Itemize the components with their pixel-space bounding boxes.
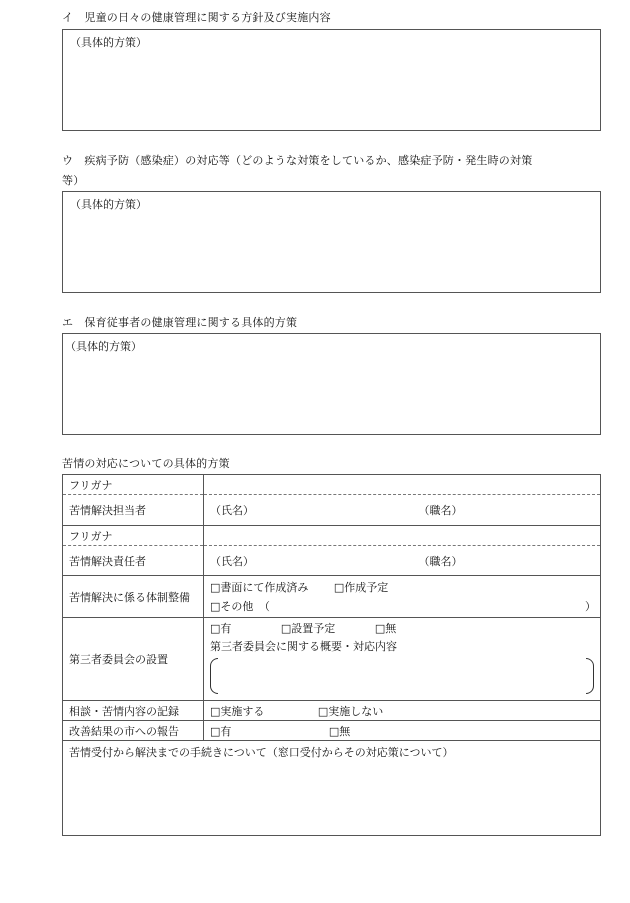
furigana-label-1: フリガナ xyxy=(63,475,204,495)
procedure-label: 苦情受付から解決までの手続きについて（窓口受付からその対応策について） xyxy=(69,746,454,759)
furigana-field-1[interactable] xyxy=(204,475,601,495)
procedure-field[interactable] xyxy=(63,741,601,836)
furigana-row-1 xyxy=(63,475,601,495)
section-i-heading: イ 児童の日々の健康管理に関する方針及び実施内容 xyxy=(62,11,331,24)
handler-row xyxy=(63,495,601,526)
handler-field[interactable] xyxy=(204,495,601,526)
complaint-title: 苦情の対応についての具体的方策 xyxy=(62,457,230,470)
record-label: 相談・苦情内容の記録 xyxy=(63,701,204,721)
section-e-textbox[interactable] xyxy=(62,333,601,435)
system-opt-created[interactable]: □書面にて作成済み xyxy=(210,580,309,594)
responsible-post-label: （職名） xyxy=(418,554,463,568)
furigana-row-2 xyxy=(63,526,601,546)
left-paren-bracket xyxy=(210,658,218,694)
third-party-row xyxy=(63,618,601,701)
record-opt-no[interactable]: □実施しない xyxy=(317,704,384,718)
third-party-label: 第三者委員会の設置 xyxy=(63,618,204,701)
section-i-box-label: （具体的方策） xyxy=(70,36,147,49)
responsible-row xyxy=(63,546,601,576)
system-opt-planned[interactable]: □作成予定 xyxy=(333,580,389,594)
section-i-textbox[interactable] xyxy=(62,29,601,131)
record-row xyxy=(63,701,601,721)
third-party-summary-field[interactable] xyxy=(210,658,594,696)
record-options xyxy=(204,701,601,721)
section-u-heading-line1: ウ 疾病予防（感染症）の対応等（どのような対策をしているか、感染症予防・発生時の対策 xyxy=(62,154,533,167)
handler-label: 苦情解決担当者 xyxy=(63,495,204,526)
report-options xyxy=(204,721,601,741)
third-party-summary-label: 第三者委員会に関する概要・対応内容 xyxy=(210,640,397,653)
responsible-field[interactable] xyxy=(204,546,601,576)
report-opt-yes[interactable]: □有 xyxy=(210,724,232,738)
handler-name-label: （氏名） xyxy=(210,504,254,517)
section-e-box-label: （具体的方策） xyxy=(65,340,142,353)
third-party-opt-no[interactable]: □無 xyxy=(374,622,397,635)
section-u-heading-line2: 等） xyxy=(62,174,85,187)
section-u-textbox[interactable] xyxy=(62,191,601,293)
furigana-label-2: フリガナ xyxy=(63,526,204,546)
right-paren-bracket xyxy=(586,658,594,694)
system-row xyxy=(63,576,601,618)
system-label: 苦情解決に係る体制整備 xyxy=(63,576,204,618)
third-party-opt-planned[interactable]: □設置予定 xyxy=(280,622,336,635)
report-label: 改善結果の市への報告 xyxy=(63,721,204,741)
handler-post-label: （職名） xyxy=(418,504,463,517)
procedure-row xyxy=(63,741,601,836)
complaint-table xyxy=(62,474,601,836)
system-options xyxy=(204,576,601,618)
furigana-field-2[interactable] xyxy=(204,526,601,546)
responsible-label: 苦情解決責任者 xyxy=(63,546,204,576)
record-opt-yes[interactable]: □実施する xyxy=(210,704,265,718)
section-u-box-label: （具体的方策） xyxy=(70,198,147,211)
report-opt-no[interactable]: □無 xyxy=(328,724,351,738)
system-close-paren: ） xyxy=(585,599,596,613)
system-opt-other[interactable]: □その他 （ xyxy=(210,599,270,613)
section-e-heading: エ 保育従事者の健康管理に関する具体的方策 xyxy=(62,316,298,329)
third-party-opt-yes[interactable]: □有 xyxy=(210,622,232,635)
third-party-options xyxy=(204,618,601,701)
report-row xyxy=(63,721,601,741)
responsible-name-label: （氏名） xyxy=(210,554,254,568)
